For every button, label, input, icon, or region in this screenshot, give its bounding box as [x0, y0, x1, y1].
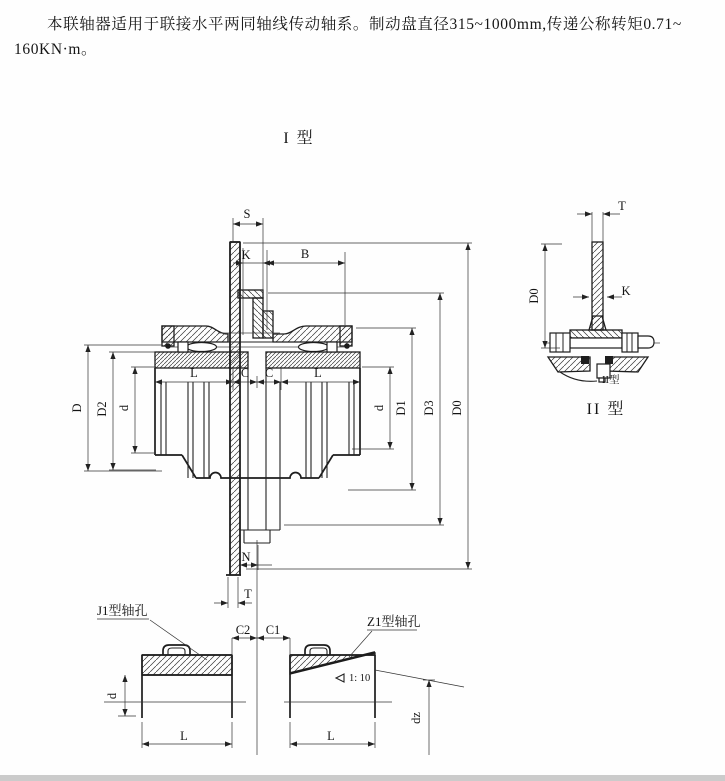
sleeve-band-left	[155, 352, 248, 368]
flange-top-bar	[238, 290, 263, 298]
type2-key-block-right	[605, 356, 613, 364]
flange-column-1	[253, 298, 263, 338]
type2-dim-label-k: K	[621, 284, 631, 298]
bolt-block-right	[327, 342, 337, 352]
type2-dim-label-D0: D0	[527, 288, 541, 304]
dim-label-c1: C1	[265, 623, 281, 637]
type2-bolt-shank	[570, 338, 622, 348]
dim-label-n: N	[241, 550, 251, 564]
j1-dim-label-d: d	[105, 692, 119, 700]
z1-hub-section	[290, 653, 375, 674]
type1-title: I 型	[283, 130, 315, 147]
type2-clamp-plates	[570, 330, 622, 338]
bolt-block-left	[178, 342, 188, 352]
dim-label-b: B	[300, 247, 310, 261]
dim-label-c-right: C	[264, 366, 274, 380]
dim-label-l-right: L	[314, 366, 322, 380]
intro-text-line2: 160KN·m。	[14, 41, 98, 58]
type2-title-small: II型	[602, 375, 620, 386]
dim-label-d-left: d	[117, 404, 131, 412]
j1-hub-section	[142, 655, 232, 675]
right-flange-end-block	[340, 326, 352, 346]
type2-dim-label-t: T	[618, 199, 626, 213]
dim-label-D3: D3	[422, 400, 436, 416]
j1-dim-label-l: L	[180, 729, 188, 743]
type2-hex-nut-right	[622, 333, 638, 352]
dim-label-t: T	[244, 587, 252, 601]
dim-label-l-left: L	[190, 366, 198, 380]
z1-hole-label: Z1型轴孔	[367, 614, 421, 629]
dim-label-D1: D1	[394, 400, 408, 416]
secondary-outlines	[161, 342, 597, 682]
taper-ratio-label: 1: 10	[349, 673, 371, 684]
type2-title: II 型	[586, 401, 626, 418]
type2-hex-nut-left	[550, 333, 570, 352]
flange-column-2	[263, 311, 273, 338]
elastic-washer-right	[299, 343, 329, 352]
dim-label-dz: dz	[409, 712, 423, 724]
dim-label-D2: D2	[95, 401, 109, 417]
intro-text-line1: 本联轴器适用于联接水平两同轴线传动轴系。制动盘直径315~1000mm,传递公称转矩0.71~	[47, 16, 682, 33]
j1-hole-label: J1型轴孔	[97, 603, 148, 618]
dim-label-s: S	[243, 207, 251, 221]
detail-hatched-parts	[142, 653, 375, 675]
type2-bolt-end-cap	[638, 336, 654, 348]
left-flange-end-block	[162, 326, 174, 346]
z1-dim-label-l: L	[327, 729, 335, 743]
type2-key-block-left	[581, 356, 589, 364]
pin-dot-right	[344, 343, 350, 349]
dim-label-k: K	[241, 248, 251, 262]
dim-label-c2: C2	[235, 623, 251, 637]
dim-label-c-left: C	[240, 366, 250, 380]
pin-dot-left	[165, 343, 171, 349]
elastic-washer-left	[187, 343, 217, 352]
sleeve-band-right	[266, 352, 360, 368]
dim-label-d-right: d	[372, 404, 386, 412]
drawing-labels	[70, 129, 631, 743]
dim-label-D: D	[70, 403, 84, 413]
dim-label-D0: D0	[450, 400, 464, 416]
page-bottom-scan-edge	[0, 775, 725, 781]
